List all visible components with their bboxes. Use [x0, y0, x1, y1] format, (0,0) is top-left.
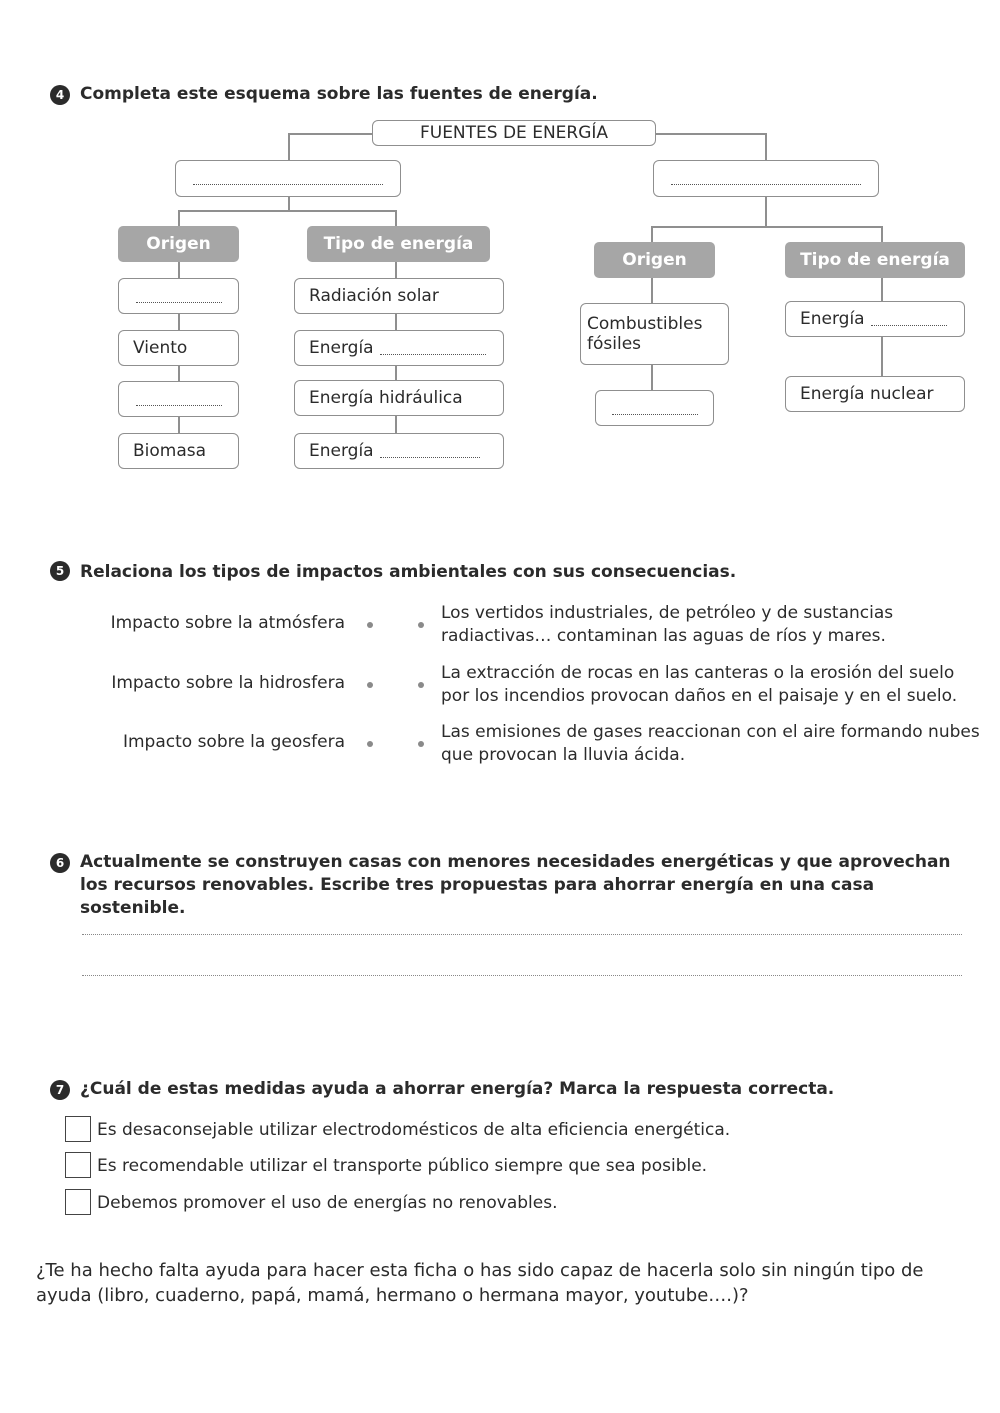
type-box-energia-blank-2[interactable] [294, 433, 504, 469]
origin-header-right: Origen [594, 242, 715, 278]
question-number-4: 4 [50, 85, 70, 105]
type-label: Energía [800, 309, 865, 329]
impact-geosfera: Impacto sobre la geosfera [122, 732, 345, 752]
consequence-text: Las emisiones de gases reaccionan con el aire formando nubes que provocan la lluvia ácida. [441, 722, 980, 765]
type-box-radiacion: Radiación solar [294, 278, 504, 314]
type-header-left: Tipo de energía [307, 226, 490, 262]
match-dot-right[interactable] [418, 682, 424, 688]
blank-dotted-line [380, 445, 480, 458]
answer-line[interactable] [82, 975, 962, 976]
blank-dotted-line [193, 172, 383, 185]
connector-line [288, 133, 372, 135]
option-text: Es recomendable utilizar el transporte público siempre que sea posible. [97, 1156, 708, 1176]
type-label: Energía [309, 441, 374, 461]
blank-dotted-line [136, 393, 222, 406]
blank-dotted-line [612, 402, 698, 415]
question-number-6: 6 [50, 853, 70, 873]
type-box-nuclear: Energía nuclear [785, 376, 965, 412]
type-box-hidraulica: Energía hidráulica [294, 380, 504, 416]
type-box-energia-blank-3[interactable] [785, 301, 965, 337]
final-question: ¿Te ha hecho falta ayuda para hacer esta ficha o has sido capaz de hacerla solo sin ningún tipo de ayuda (libro, cuaderno, papá, mamá, hermano o hermana mayor, youtube….)? [36, 1260, 924, 1306]
option-checkbox[interactable] [65, 1116, 91, 1142]
blank-dotted-line [671, 172, 861, 185]
connector-line [655, 133, 766, 135]
question-number-5: 5 [50, 561, 70, 581]
option-text: Es desaconsejable utilizar electrodomésticos de alta eficiencia energética. [97, 1120, 731, 1140]
type-box-energia-blank-1[interactable] [294, 330, 504, 366]
origin-header-left: Origen [118, 226, 239, 262]
category-blank-left[interactable] [175, 160, 401, 197]
question-4-title: Completa este esquema sobre las fuentes de energía. [80, 84, 598, 104]
connector-line [288, 133, 290, 161]
consequence-text: La extracción de rocas en las canteras o la erosión del suelo por los incendios provocan daños en el paisaje y en el suelo. [441, 663, 958, 706]
connector-line [765, 133, 767, 161]
origin-box-combustibles: Combustibles fósiles [580, 303, 729, 365]
origin-box-viento: Viento [118, 330, 239, 366]
connector-line [651, 226, 653, 243]
question-5-title: Relaciona los tipos de impactos ambientales con sus consecuencias. [80, 562, 737, 582]
origin-box-biomasa: Biomasa [118, 433, 239, 469]
impact-atmosfera: Impacto sobre la atmósfera [110, 613, 345, 633]
blank-dotted-line [871, 313, 947, 326]
category-blank-right[interactable] [653, 160, 879, 197]
match-dot-left[interactable] [367, 682, 373, 688]
connector-line [178, 210, 396, 212]
question-6-title: Actualmente se construyen casas con menores necesidades energéticas y que aprovechan los recursos renovables. Escribe tres propuestas para ahorrar energía en una casa sostenible. [80, 852, 951, 918]
connector-line [651, 226, 882, 228]
connector-line [881, 226, 883, 243]
answer-line[interactable] [82, 934, 962, 935]
option-checkbox[interactable] [65, 1189, 91, 1215]
match-dot-left[interactable] [367, 741, 373, 747]
type-label: Energía [309, 338, 374, 358]
connector-line [288, 196, 290, 210]
question-7-title: ¿Cuál de estas medidas ayuda a ahorrar energía? Marca la respuesta correcta. [80, 1079, 835, 1099]
blank-dotted-line [136, 290, 222, 303]
root-box: FUENTES DE ENERGÍA [372, 120, 656, 146]
origin-blank-right[interactable] [595, 390, 714, 426]
connector-line [765, 196, 767, 226]
match-dot-right[interactable] [418, 741, 424, 747]
impact-hidrosfera: Impacto sobre la hidrosfera [111, 673, 345, 693]
option-text: Debemos promover el uso de energías no renovables. [97, 1193, 558, 1213]
type-header-right: Tipo de energía [785, 242, 965, 278]
option-checkbox[interactable] [65, 1152, 91, 1178]
consequence-text: Los vertidos industriales, de petróleo y de sustancias radiactivas… contaminan las aguas de ríos y mares. [441, 603, 894, 646]
origin-blank-1[interactable] [118, 278, 239, 314]
origin-blank-3[interactable] [118, 381, 239, 417]
blank-dotted-line [380, 342, 486, 355]
question-number-7: 7 [50, 1080, 70, 1100]
match-dot-right[interactable] [418, 622, 424, 628]
match-dot-left[interactable] [367, 622, 373, 628]
